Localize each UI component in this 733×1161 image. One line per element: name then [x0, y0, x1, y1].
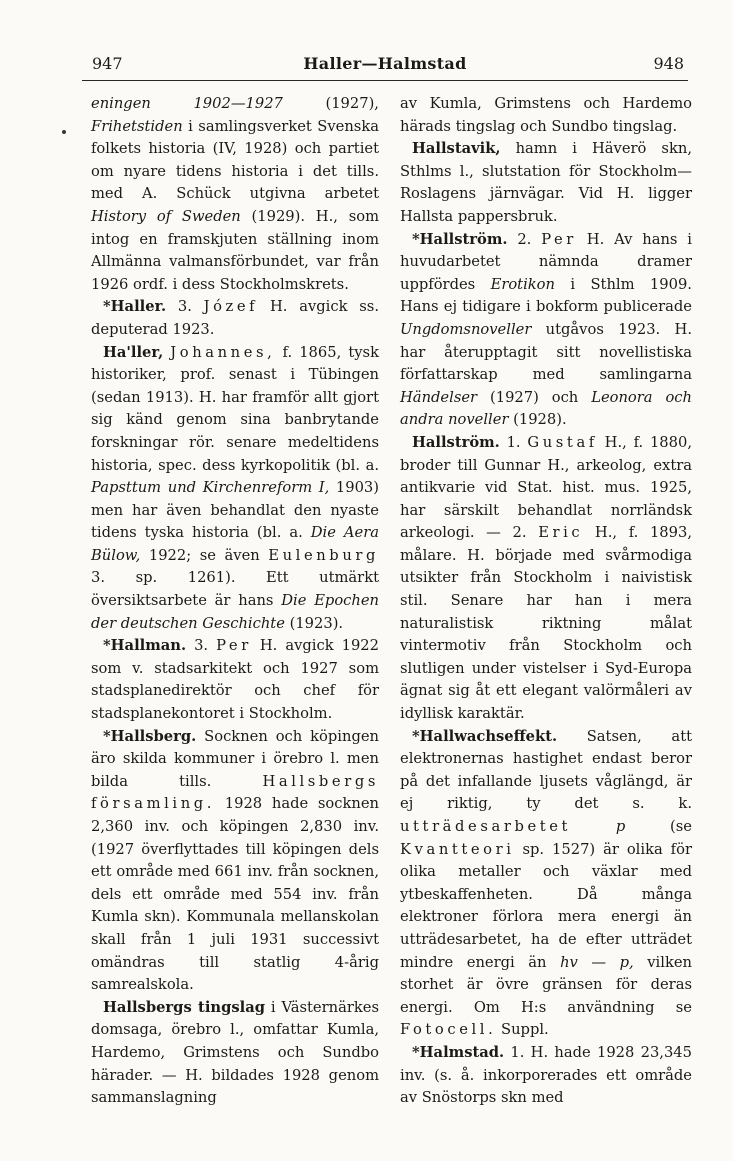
headword: Hallström.	[412, 433, 500, 451]
text: hamn i Häverö skn, Sthlms l., slutstation för Stockholm—Roslagens järnvägar. Vid H. ligger Hallsta pappersbruk.	[400, 140, 692, 225]
text: 1903) men har även behandlat den nyaste tidens tyska historia (bl. a.	[91, 479, 380, 542]
text: Eulenburg	[268, 546, 379, 564]
text: (1929). H., som intog en framskjuten ställning inom Allmänna valmansförbundet, var från 1926 ordf. i dess Stockholmskrets.	[91, 207, 380, 293]
text: eningen 1902—1927	[91, 95, 283, 112]
text: sp. 1527) är olika för olika metaller och växlar med ytbeskaffenheten. Då många elektroner förlora mera energi än utträdesarbetet, ha de efter utträdet mindre energi än	[400, 840, 692, 971]
headword: *Halmstad.	[412, 1043, 505, 1061]
text: Józef	[203, 298, 259, 316]
text: utgåvos 1923. H. har återupptagit sitt novellistiska författarskap med samlingarna	[400, 320, 692, 384]
text: (1923).	[284, 614, 344, 632]
entry-haller-johannes	[91, 342, 379, 636]
entry-hallwachseffekt	[400, 726, 692, 1042]
text: (1927),	[282, 95, 379, 112]
entry-hallstavik	[400, 138, 692, 228]
right-column	[400, 93, 692, 1110]
text: Ungdomsnoveller	[400, 320, 532, 338]
headword: *Hallman.	[103, 637, 187, 655]
page-number-left: 947	[92, 54, 123, 73]
text: Suppl.	[496, 1021, 549, 1039]
entry-hallman	[91, 635, 379, 725]
text: i Västernärkes domsaga, örebro l., omfattar Kumla, Hardemo, Grimstens och Sundbo härader. — H. bildades 1928 genom sammanslagning	[91, 998, 379, 1107]
text: H., f. 1893, målare. H. började med svårmodiga utsikter från Stockholm i naivistisk stil. Senare har han i mera naturalistisk riktning målat vintermotiv från Stockholm och slutligen under vistelser i Syd-Europa ägnat sig åt ett elegant valörmåleri av idyllisk karaktär.	[400, 524, 692, 723]
text: (1927) och	[477, 388, 592, 406]
text: 1. H. hade 1928 23,345 inv. (s. å. inkorporerades ett område av Snöstorps skn med	[400, 1043, 692, 1107]
text: (1928).	[508, 411, 567, 429]
running-title: Haller—Halmstad	[303, 54, 467, 73]
entry-continuation: av Kumla, Grimstens och Hardemo härads tingslag och Sundbo tingslag.	[400, 95, 692, 135]
text: Die Epochen der deutschen Geschichte	[91, 592, 380, 632]
text: History of Sweden	[91, 207, 241, 225]
text: Gustaf	[527, 433, 598, 451]
headword: Hallstavik,	[412, 140, 501, 158]
headword: Hallsbergs tingslag	[103, 998, 265, 1016]
text: p	[615, 818, 626, 835]
text: i Sthlm 1909. Hans ej tidigare i bokform publicerade	[400, 275, 692, 316]
entry-hallsbergs-tingslag	[91, 997, 379, 1110]
text: Kvantteori	[400, 840, 515, 858]
headword: *Hallwachseffekt.	[412, 727, 558, 745]
text: Johannes,	[170, 343, 276, 361]
headword: *Hallström.	[412, 230, 508, 248]
text: H. Av hans i huvudarbetet nämnda dramer uppfördes	[400, 230, 692, 293]
text: H. avgick 1922 som v. stadsarkitekt och 1927 som stadsplanedirektör och chef för stadsplanekontoret i Stockholm.	[91, 637, 379, 723]
entry-hallsberg	[91, 726, 379, 997]
text: Papsttum und Kirchenreform I,	[91, 479, 330, 497]
text: 1922; se även	[140, 546, 269, 564]
text: Erotikon	[490, 275, 555, 293]
text: hv — p,	[560, 953, 634, 971]
headword: *Haller.	[103, 298, 167, 316]
text: i samlingsverket Svenska folkets historia (IV, 1928) och partiet om nyare tidens historia i det tills. med A. Schück utgivna arbetet	[91, 117, 379, 203]
text: vilken storhet är övre gränsen för deras energi. Om H:s användning se	[400, 953, 693, 1016]
entry-halmstad	[400, 1042, 692, 1110]
text: Per	[216, 637, 252, 655]
text: H. avgick ss. deputerad 1923.	[91, 298, 379, 338]
entry-continuation	[91, 93, 379, 296]
left-column	[91, 93, 379, 1110]
text: 3.	[166, 298, 204, 316]
text: Die Aera Bülow,	[91, 524, 379, 564]
page-number-right: 948	[653, 54, 684, 73]
entry-hallstrom-2	[400, 432, 692, 726]
headword: Ha'ller,	[103, 343, 164, 361]
margin-mark	[62, 130, 66, 134]
text: 3.	[186, 637, 217, 655]
entry-haller	[91, 296, 379, 341]
page-header	[82, 50, 688, 81]
text: H., f. 1880, broder till Gunnar H., arkeolog, extra antikvarie vid Stat. hist. mus. 1925, har särskilt behandlat norrländsk arkeologi. — 2.	[400, 433, 692, 542]
headword: *Hallsberg.	[103, 727, 197, 745]
text: 1.	[499, 433, 528, 451]
text: 2.	[507, 230, 542, 248]
text: Leonora och andra noveller	[400, 388, 692, 429]
text: 3. sp. 1261). Ett utmärkt översiktsarbete är hans	[91, 569, 379, 610]
text: Socknen och köpingen äro skilda kommuner i örebro l. men bilda tills.	[91, 727, 379, 790]
text: Satsen, att elektronernas hastighet endast beror på det infallande ljusets våglängd, är ej riktig, ty det s. k.	[400, 727, 692, 813]
text: f. 1865, tysk historiker, prof. senast i Tübingen (sedan 1913). H. har framför allt gjort sig känd genom sina banbrytande forskningar rör. senare medeltidens historia, spec. dess kyrkopolitik (bl. a.	[91, 343, 379, 474]
entry-hallstrom	[400, 229, 692, 432]
text: 1928 hade socknen 2,360 inv. och köpingen 2,830 inv. (1927 överflyttades till köpingen dels ett område med 661 inv. från socknen, dels ett område med 554 inv. från Kumla skn). Kommunala mellanskolan skall från 1 juli 1931 successivt omändras till statlig 4-årig samrealskola.	[91, 795, 379, 994]
text: Frihetstiden	[91, 117, 183, 135]
text: utträdesarbetet	[400, 818, 572, 835]
text: Hallsbergs församling.	[91, 772, 379, 813]
text: Fotocell.	[400, 1021, 497, 1039]
text	[571, 818, 616, 835]
text: Händelser	[400, 388, 478, 406]
text: Eric	[538, 524, 584, 542]
text: Per	[541, 230, 577, 248]
text: (se	[625, 818, 692, 835]
